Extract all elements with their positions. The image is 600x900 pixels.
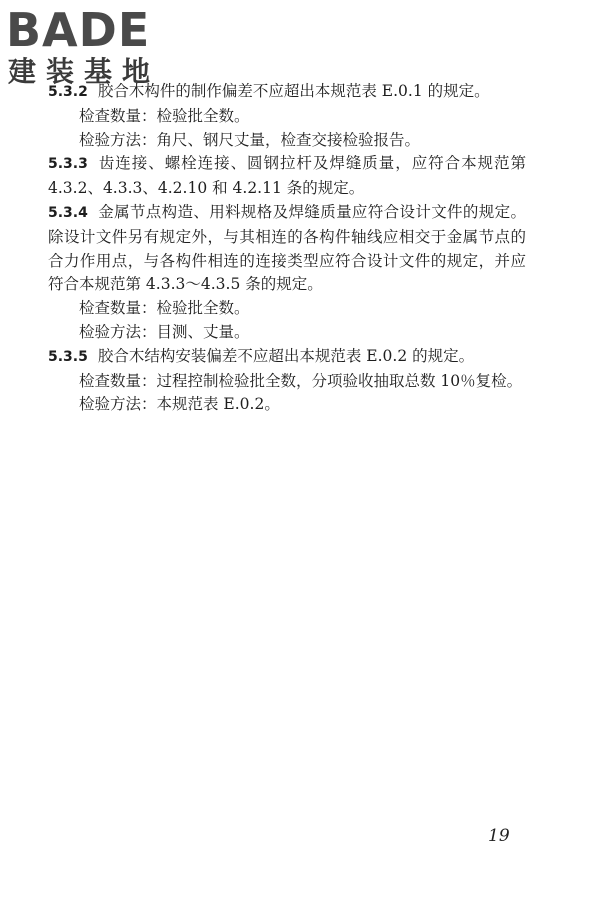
clause-number: 5.3.3 bbox=[48, 156, 88, 173]
watermark-latin-text: BADE bbox=[6, 3, 151, 57]
clause-number: 5.3.5 bbox=[48, 348, 88, 365]
inspection-quantity: 检查数量：检验批全数。 bbox=[79, 106, 250, 125]
inspection-method: 检验方法：目测、丈量。 bbox=[79, 322, 250, 341]
inspection-method: 检验方法：角尺、钢尺丈量，检查交接检验报告。 bbox=[79, 130, 421, 149]
clause-number: 5.3.4 bbox=[48, 204, 88, 221]
inspection-method: 检验方法：本规范表 E.0.2。 bbox=[79, 395, 280, 414]
inspection-quantity: 检查数量：过程控制检验批全数，分项验收抽取总数 10％复检。 bbox=[79, 371, 523, 390]
clause-text: 齿连接、螺栓连接、圆钢拉杆及焊缝质量，应符合本规范第 4.3.2、4.3.3、4.2.10 和 4.2.11 条的规定。 bbox=[48, 154, 526, 198]
clause-text: 胶合木结构安装偏差不应超出本规范表 E.0.2 的规定。 bbox=[97, 346, 475, 365]
page-number: 19 bbox=[488, 826, 510, 846]
bade-watermark-logo bbox=[6, 4, 176, 90]
clause-text: 金属节点构造、用料规格及焊缝质量应符合设计文件的规定。除设计文件另有规定外，与其相连的各构件轴线应相交于金属节点的合力作用点，与各构件相连的连接类型应符合设计文件的规定，并应符合本规范第 4.3.3～4.3.5 条的规定。 bbox=[48, 202, 526, 294]
clause-5-3-3 bbox=[48, 152, 526, 201]
clause-5-3-5 bbox=[48, 345, 526, 370]
clause-text: 胶合木构件的制作偏差不应超出本规范表 E.0.1 的规定。 bbox=[97, 82, 490, 100]
clause-5-3-2 bbox=[48, 80, 526, 105]
watermark-cjk-text: 建装基地 bbox=[8, 55, 161, 88]
document-body bbox=[48, 80, 526, 417]
clause-number: 5.3.2 bbox=[48, 84, 88, 100]
inspection-quantity: 检查数量：检验批全数。 bbox=[79, 299, 250, 318]
clause-5-3-4 bbox=[48, 201, 526, 297]
